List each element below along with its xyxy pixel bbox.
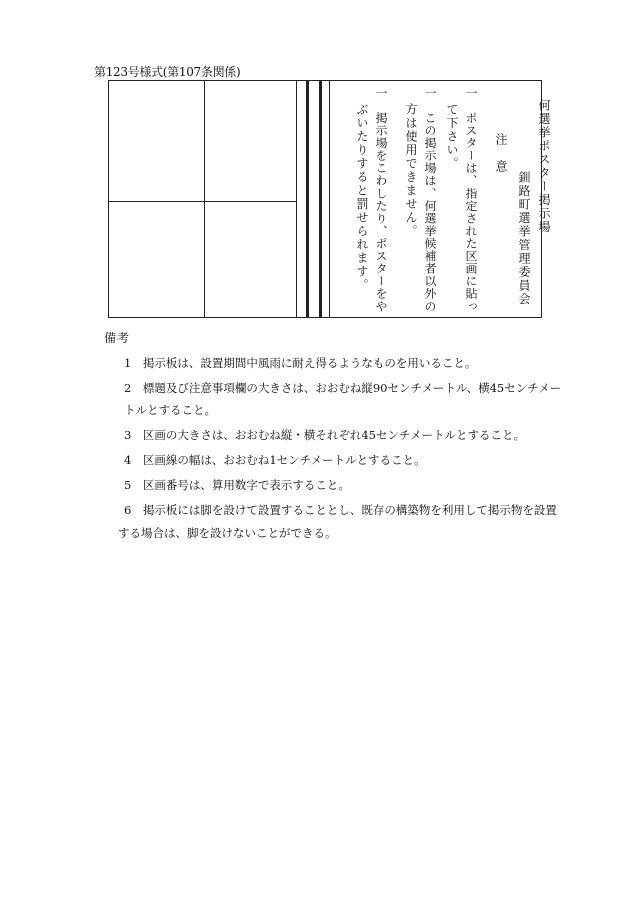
notice-item-2-line-2: 方は使用できません。 [404, 103, 418, 238]
notice-item-1-line-2: て下さい。 [445, 103, 459, 171]
section-divider-horizontal [109, 201, 296, 202]
poster-board-diagram [108, 80, 551, 318]
remark-4: 4 区画線の幅は、おおむね1センチメートルとすること。 [124, 453, 426, 467]
caution-heading: 注 意 [494, 133, 508, 174]
separator-thick-left [306, 81, 309, 317]
form-title: 第123号様式(第107条関係) [94, 65, 241, 79]
remark-6-continued: する場合は、脚を設けないことができる。 [118, 526, 337, 540]
remarks-heading: 備考 [104, 331, 131, 345]
notice-item-3-line-2: ぶいたりすると罰せられます。 [355, 103, 369, 292]
notice-item-3-line-1: 一 掲示場をこわしたり、ポスターをや [374, 87, 388, 313]
notice-item-2-line-1: 一 この掲示場は、何選挙候補者以外の [423, 87, 437, 313]
remark-2: 2 標題及び注意事項欄の大きさは、おおむね縦90センチメートル、横45センチメー [124, 381, 562, 395]
section-divider-right [296, 81, 297, 317]
remark-3: 3 区画の大きさは、おおむね縦・横それぞれ45センチメートルとすること。 [124, 428, 525, 442]
remark-1: 1 掲示板は、設置期間中風雨に耐え得るようなものを用いること。 [124, 356, 477, 370]
separator-thin [329, 81, 330, 317]
remark-6: 6 掲示板には脚を設けて設置することとし、既存の構築物を利用して掲示物を設置 [124, 503, 557, 517]
remark-2-continued: トルとすること。 [124, 403, 216, 417]
notice-item-1-line-1: 一 ポスターは、指定された区画に貼っ [464, 87, 478, 313]
section-divider-vertical [204, 81, 205, 317]
committee-name: 釧路町選挙管理委員会 [517, 171, 531, 306]
remark-5: 5 区画番号は、算用数字で表示すること。 [124, 478, 350, 492]
board-title: 何選挙ポスター掲示場 [537, 99, 551, 234]
separator-thick-right [319, 81, 322, 317]
